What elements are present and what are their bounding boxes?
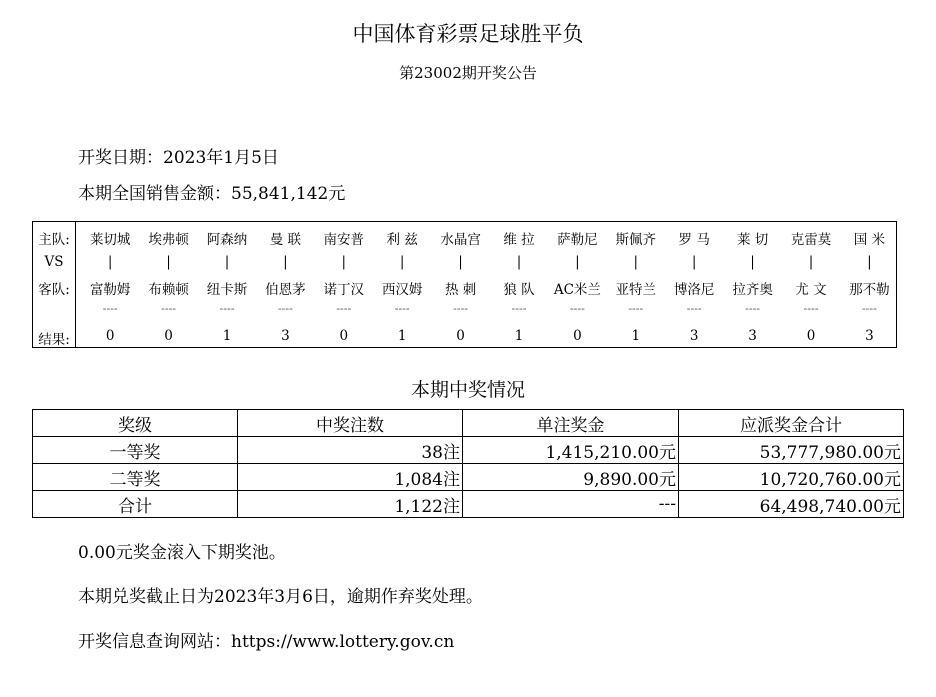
match-result: 3: [748, 328, 757, 344]
vs-label: VS: [44, 254, 64, 270]
away-team: AC米兰: [553, 282, 601, 298]
deadline-note: 本期兑奖截止日为2023年3月6日，逾期作弃奖处理。: [78, 587, 483, 607]
dash-separator: ----: [102, 302, 118, 315]
prize-count: 1,122注: [238, 491, 463, 518]
match-result: 3: [865, 328, 874, 344]
sales-amount: 本期全国销售金额：55,841,142元: [78, 184, 346, 204]
match-result: 3: [689, 328, 699, 344]
match-result: 0: [456, 328, 465, 344]
home-team: 国 米: [853, 232, 886, 248]
match-column: [431, 222, 489, 347]
dash-separator: ----: [336, 302, 352, 315]
prize-section-title: 本期中奖情况: [410, 379, 525, 401]
dash-separator: ----: [394, 302, 410, 315]
away-team: 布赖顿: [148, 282, 189, 298]
prize-level: 二等奖: [33, 464, 238, 491]
prize-row: [33, 437, 904, 464]
header-unit: 单注奖金: [463, 410, 679, 437]
prize-total: 10,720,760.00元: [679, 464, 904, 491]
match-result: 0: [105, 328, 115, 344]
page-title: 中国体育彩票足球胜平负: [352, 22, 584, 46]
match-result: 1: [514, 328, 524, 344]
vs-separator: |: [166, 254, 171, 270]
prize-row: [33, 491, 904, 518]
prize-count: 1,084注: [238, 464, 463, 491]
dash-separator: ----: [161, 302, 177, 315]
vs-separator: |: [516, 254, 522, 270]
vs-separator: |: [575, 254, 580, 270]
home-team: 阿森纳: [206, 232, 248, 248]
away-team: 富勒姆: [89, 282, 131, 298]
away-team: 博洛尼: [673, 282, 715, 298]
vs-separator: |: [341, 254, 347, 270]
away-team: 拉齐奥: [732, 282, 773, 298]
away-team: 诺丁汉: [323, 282, 365, 298]
match-column: [723, 222, 781, 347]
match-column: [373, 222, 431, 347]
home-team: 莱切城: [89, 232, 131, 248]
match-column: [315, 222, 373, 347]
away-team: 纽卡斯: [206, 282, 248, 298]
match-result: 0: [164, 328, 173, 344]
home-team: 利 兹: [386, 232, 418, 248]
vs-separator: |: [808, 254, 814, 270]
match-result: 0: [339, 328, 349, 344]
vs-separator: |: [691, 254, 697, 270]
vs-separator: |: [750, 254, 755, 270]
draw-date: 开奖日期：2023年1月5日: [78, 148, 279, 168]
rollover-note: 0.00元奖金滚入下期奖池。: [78, 543, 286, 563]
away-team: 那不勒: [849, 282, 890, 298]
prize-total: 64,498,740.00元: [679, 491, 904, 518]
away-team: 西汉姆: [381, 282, 423, 298]
dash-separator: ----: [219, 302, 235, 315]
match-column: [607, 222, 665, 347]
vs-separator: |: [283, 254, 288, 270]
match-result: 0: [573, 328, 582, 344]
dash-separator: ----: [861, 302, 877, 315]
home-team: 莱 切: [736, 232, 769, 248]
home-team: 克雷莫: [790, 232, 832, 248]
page-subtitle: 第23002期开奖公告: [399, 64, 537, 82]
match-column: [548, 222, 606, 347]
website-note: 开奖信息查询网站：https://www.lottery.gov.cn: [78, 632, 455, 652]
match-result: 0: [806, 328, 816, 344]
match-column: [840, 222, 898, 347]
prize-total: 53,777,980.00元: [679, 437, 904, 464]
away-team: 狼 队: [503, 282, 535, 298]
match-result: 1: [222, 328, 232, 344]
prize-unit: 1,415,210.00元: [463, 437, 679, 464]
home-team: 维 拉: [503, 232, 535, 248]
prize-table: [32, 409, 904, 518]
home-team: 罗 马: [678, 232, 710, 248]
match-result: 1: [631, 328, 641, 344]
header-total: 应派奖金合计: [679, 410, 904, 437]
header-level: 奖级: [33, 410, 238, 437]
home-team: 斯佩齐: [615, 232, 657, 248]
vs-separator: |: [633, 254, 639, 270]
match-column: [256, 222, 314, 347]
prize-unit: ---: [463, 491, 679, 518]
away-team: 伯恩茅: [265, 282, 306, 298]
prize-row: [33, 464, 904, 491]
vs-separator: |: [867, 254, 872, 270]
dash-separator: ----: [686, 302, 702, 315]
match-row-labels: [33, 222, 76, 347]
match-column: [490, 222, 548, 347]
dash-separator: ----: [453, 302, 469, 315]
away-label: 客队:: [38, 282, 70, 298]
home-team: 萨勒尼: [557, 232, 598, 248]
home-team: 水晶宫: [440, 232, 481, 248]
home-team: 南安普: [323, 232, 365, 248]
dash-separator: ----: [569, 302, 585, 315]
prize-header-row: [33, 410, 904, 437]
away-team: 热 刺: [444, 282, 477, 298]
match-result: 1: [397, 328, 407, 344]
away-team: 尤 文: [795, 282, 827, 298]
dash-separator: ----: [511, 302, 527, 315]
match-columns: [81, 222, 896, 347]
result-label: 结果:: [38, 332, 70, 348]
match-column: [665, 222, 723, 347]
dash-separator: ----: [803, 302, 819, 315]
prize-unit: 9,890.00元: [463, 464, 679, 491]
home-team: 曼 联: [269, 232, 302, 248]
prize-level: 合计: [33, 491, 238, 518]
dash-separator: ----: [745, 302, 761, 315]
vs-separator: |: [458, 254, 463, 270]
prize-count: 38注: [238, 437, 463, 464]
match-column: [198, 222, 256, 347]
vs-separator: |: [224, 254, 230, 270]
dash-separator: ----: [277, 302, 293, 315]
vs-separator: |: [107, 254, 113, 270]
match-table: [32, 221, 897, 348]
prize-level: 一等奖: [33, 437, 238, 464]
away-team: 亚特兰: [615, 282, 657, 298]
match-column: [81, 222, 139, 347]
home-label: 主队:: [38, 232, 70, 248]
match-column: [782, 222, 840, 347]
home-team: 埃弗顿: [148, 232, 189, 248]
vs-separator: |: [399, 254, 405, 270]
header-count: 中奖注数: [238, 410, 463, 437]
dash-separator: ----: [628, 302, 644, 315]
match-column: [139, 222, 197, 347]
match-result: 3: [281, 328, 290, 344]
